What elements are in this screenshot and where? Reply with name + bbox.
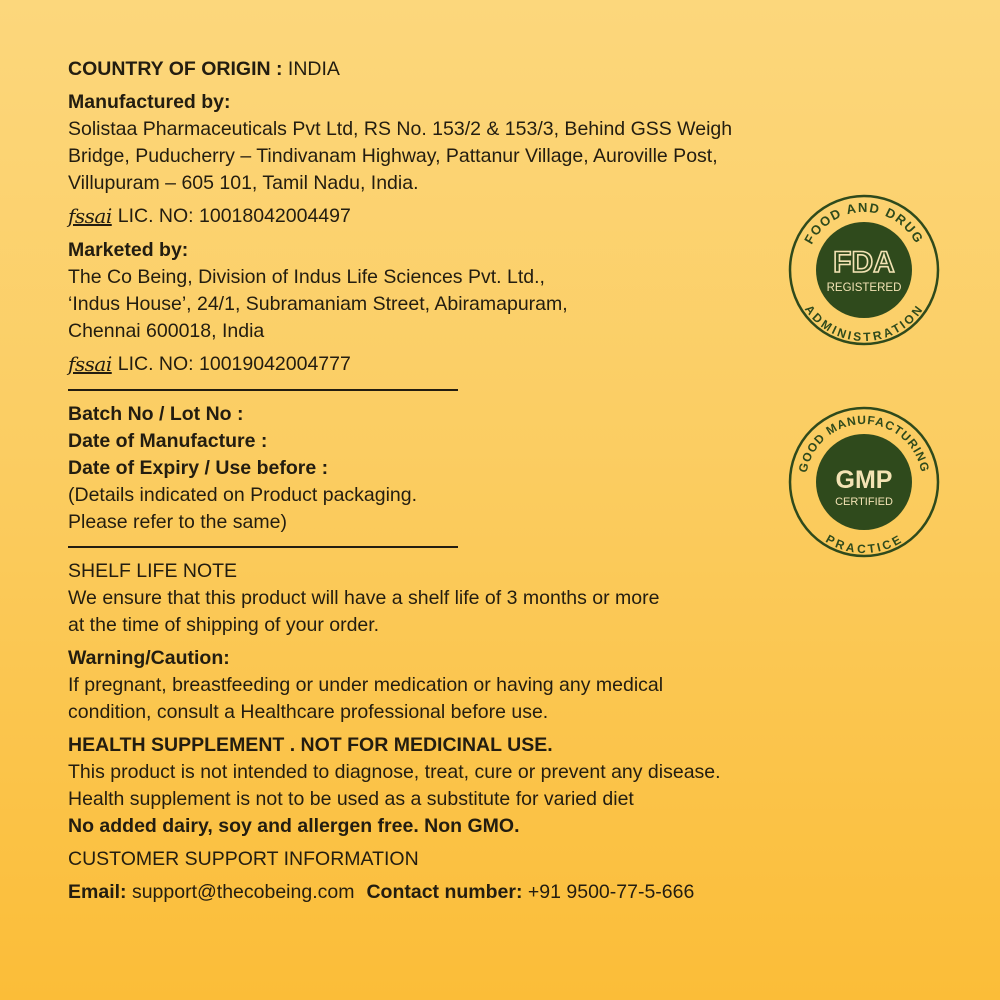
marketer-address-line: Chennai 600018, India (68, 320, 265, 342)
fda-top-text: FOOD AND DRUG (801, 199, 927, 247)
warning-line: condition, consult a Healthcare professional before use. (68, 701, 549, 723)
origin-label: COUNTRY OF ORIGIN : (68, 58, 283, 80)
fda-registered-badge (786, 192, 942, 348)
fda-main-text: FDA (833, 246, 895, 279)
batch-note-line: (Details indicated on Product packaging. (68, 484, 418, 506)
marketer-address-line: ‘Indus House’, 24/1, Subramaniam Street, Abiramapuram, (68, 293, 568, 315)
support-contact (68, 879, 848, 906)
shelf-life-heading: SHELF LIFE NOTE (68, 560, 238, 582)
marketer-license: LIC. NO: 10019042004777 (117, 353, 351, 375)
manufacturer-license: LIC. NO: 10018042004497 (117, 205, 351, 227)
fda-bottom-text: ADMINISTRATION (802, 302, 926, 344)
fda-sub-text: REGISTERED (826, 282, 902, 294)
origin-value: INDIA (287, 58, 340, 80)
phone-label: Contact number: (366, 881, 523, 903)
fda-badge-icon (786, 192, 942, 348)
manufacturer-address-line: Bridge, Puducherry – Tindivanam Highway, Pattanur Village, Auroville Post, (68, 145, 718, 167)
email-link[interactable]: support@thecobeing.com (131, 881, 355, 903)
phone-link[interactable]: +91 9500-77-5-666 (527, 881, 695, 903)
manufacturer-heading: Manufactured by: (68, 91, 231, 113)
marketer-fssai (68, 349, 848, 379)
gmp-bottom-text: PRACTICE (823, 531, 905, 556)
warning-line: If pregnant, breastfeeding or under medication or having any medical (68, 674, 664, 696)
gmp-certified-badge (786, 404, 942, 560)
expiry-date-label: Date of Expiry / Use before : (68, 457, 329, 479)
label-content (68, 56, 848, 906)
manufacturer-address-line: Villupuram – 605 101, Tamil Nadu, India. (68, 172, 419, 194)
batch-label: Batch No / Lot No : (68, 403, 244, 425)
shelf-life-line: We ensure that this product will have a shelf life of 3 months or more (68, 587, 660, 609)
gmp-main-text: GMP (835, 466, 893, 494)
support-heading: CUSTOMER SUPPORT INFORMATION (68, 848, 419, 870)
divider (68, 389, 458, 391)
warning-heading: Warning/Caution: (68, 647, 230, 669)
marketer-heading: Marketed by: (68, 239, 189, 261)
gmp-badge-icon (786, 404, 942, 560)
health-heading: HEALTH SUPPLEMENT . NOT FOR MEDICINAL USE. (68, 734, 553, 756)
batch-note-line: Please refer to the same) (68, 511, 287, 533)
gmp-sub-text: CERTIFIED (835, 496, 893, 508)
manufacturer-address-line: Solistaa Pharmaceuticals Pvt Ltd, RS No. 153/2 & 153/3, Behind GSS Weigh (68, 118, 733, 140)
shelf-life-line: at the time of shipping of your order. (68, 614, 380, 636)
fssai-logo: fssai (68, 204, 112, 228)
gmp-top-text: GOOD MANUFACTURING (795, 412, 933, 474)
marketer-address-line: The Co Being, Division of Indus Life Sciences Pvt. Ltd., (68, 266, 545, 288)
email-label: Email: (68, 881, 127, 903)
manufacturer-fssai (68, 201, 848, 231)
manufacture-date-label: Date of Manufacture : (68, 430, 268, 452)
health-line: Health supplement is not to be used as a substitute for varied diet (68, 788, 634, 810)
country-of-origin (68, 56, 848, 83)
allergen-note: No added dairy, soy and allergen free. Non GMO. (68, 815, 520, 837)
divider (68, 546, 458, 548)
fssai-logo: fssai (68, 352, 112, 376)
svg-text:PRACTICE (823, 532, 904, 556)
health-line: This product is not intended to diagnose, treat, cure or prevent any disease. (68, 761, 721, 783)
